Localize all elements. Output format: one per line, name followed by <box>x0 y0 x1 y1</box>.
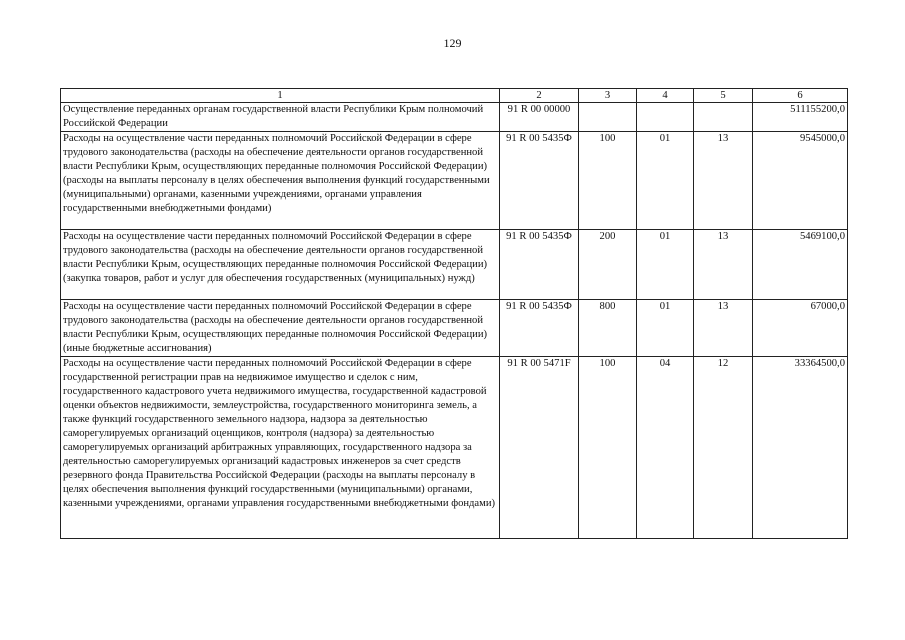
table-row <box>61 300 848 357</box>
subsection-code <box>694 103 753 132</box>
target-article-code: 91 R 00 5435Ф <box>500 230 579 300</box>
subsection-code: 12 <box>694 357 753 539</box>
column-header-5: 5 <box>694 89 753 103</box>
table-row <box>61 103 848 132</box>
page-number: 129 <box>443 36 462 50</box>
subsection-code: 13 <box>694 132 753 230</box>
column-header-6: 6 <box>753 89 848 103</box>
section-code: 01 <box>637 132 694 230</box>
expense-type-code: 800 <box>579 300 637 357</box>
section-code: 01 <box>637 230 694 300</box>
section-code <box>637 103 694 132</box>
budget-table <box>60 88 848 539</box>
subsection-code: 13 <box>694 300 753 357</box>
column-header-3: 3 <box>579 89 637 103</box>
expense-name: Расходы на осуществление части переданных полномочий Российской Федерации в сфере трудового законодательства (расходы на обеспечение деятельности органов государственной власти Республики Крым, осуществляющих переданные полномочия Российской Федерации) (закупка товаров, работ и услуг для обеспечения государственных (муниципальных) нужд) <box>61 230 500 300</box>
expense-type-code <box>579 103 637 132</box>
expense-type-code: 100 <box>579 357 637 539</box>
expense-type-code: 100 <box>579 132 637 230</box>
expense-name: Расходы на осуществление части переданных полномочий Российской Федерации в сфере трудового законодательства (расходы на обеспечение деятельности органов государственной власти Республики Крым, осуществляющих переданные полномочия Российской Федерации) (иные бюджетные ассигнования) <box>61 300 500 357</box>
amount: 511155200,0 <box>753 103 848 132</box>
table-row <box>61 132 848 230</box>
column-header-2: 2 <box>500 89 579 103</box>
expense-name: Осуществление переданных органам государственной власти Республики Крым полномочий Российской Федерации <box>61 103 500 132</box>
amount: 67000,0 <box>753 300 848 357</box>
target-article-code: 91 R 00 5435Ф <box>500 132 579 230</box>
subsection-code: 13 <box>694 230 753 300</box>
amount: 5469100,0 <box>753 230 848 300</box>
target-article-code: 91 R 00 5471F <box>500 357 579 539</box>
expense-name: Расходы на осуществление части переданных полномочий Российской Федерации в сфере государственной регистрации прав на недвижимое имущество и сделок с ним, государственного кадастрового учета недвижимого имущества, государственной кадастровой оценки объектов недвижимости, землеустройства, государственного мониторинга земель, а также функций государственного земельного надзора, надзора за деятельностью саморегулируемых организаций оценщиков, контроля (надзора) за деятельностью саморегулируемых организаций арбитражных управляющих, государственного надзора за деятельностью саморегулируемых организаций кадастровых инженеров за счет средств резервного фонда Правительства Российской Федерации (расходы на выплаты персоналу в целях обеспечения выполнения функций государственными (муниципальными) органами, казенными учреждениями, органами управления государственными внебюджетными фондами) <box>61 357 500 539</box>
table-row <box>61 357 848 539</box>
table-header-row <box>61 89 848 103</box>
target-article-code: 91 R 00 5435Ф <box>500 300 579 357</box>
amount: 9545000,0 <box>753 132 848 230</box>
expense-type-code: 200 <box>579 230 637 300</box>
target-article-code: 91 R 00 00000 <box>500 103 579 132</box>
amount: 33364500,0 <box>753 357 848 539</box>
table-row <box>61 230 848 300</box>
column-header-1: 1 <box>61 89 500 103</box>
column-header-4: 4 <box>637 89 694 103</box>
section-code: 01 <box>637 300 694 357</box>
section-code: 04 <box>637 357 694 539</box>
expense-name: Расходы на осуществление части переданных полномочий Российской Федерации в сфере трудового законодательства (расходы на обеспечение деятельности органов государственной власти Республики Крым, осуществляющих переданные полномочия Российской Федерации) (расходы на выплаты персоналу в целях обеспечения выполнения функций государственными (муниципальными) органами, казенными учреждениями, органами управления государственными внебюджетными фондами) <box>61 132 500 230</box>
